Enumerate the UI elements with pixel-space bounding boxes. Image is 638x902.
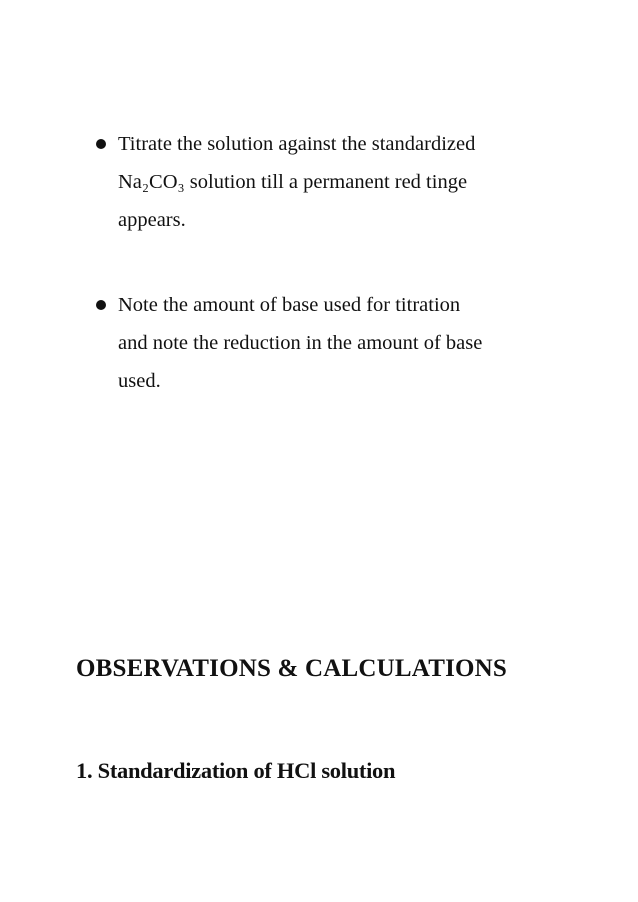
bullet-line	[96, 163, 566, 201]
section-heading: OBSERVATIONS & CALCULATIONS	[76, 655, 508, 682]
bullet-item-note-amount	[96, 286, 566, 400]
bullet-text: appears.	[118, 209, 186, 231]
bullet-dot-icon	[96, 300, 106, 310]
bullet-text: Na₂CO₃ solution till a permanent red tinge	[118, 171, 468, 193]
bullet-line	[96, 125, 566, 163]
bullet-text: Note the amount of base used for titration	[118, 294, 461, 316]
bullet-line	[96, 201, 566, 239]
section-subheading: 1. Standardization of HCl solution	[76, 758, 396, 783]
bullet-line	[96, 286, 566, 324]
bullet-text: and note the reduction in the amount of base	[118, 332, 483, 354]
bullet-item-titrate	[96, 125, 566, 239]
bullet-line	[96, 362, 566, 400]
bullet-dot-icon	[96, 139, 106, 149]
bullet-text: Titrate the solution against the standardized	[118, 133, 476, 155]
bullet-text: used.	[118, 370, 161, 392]
bullet-line	[96, 324, 566, 362]
